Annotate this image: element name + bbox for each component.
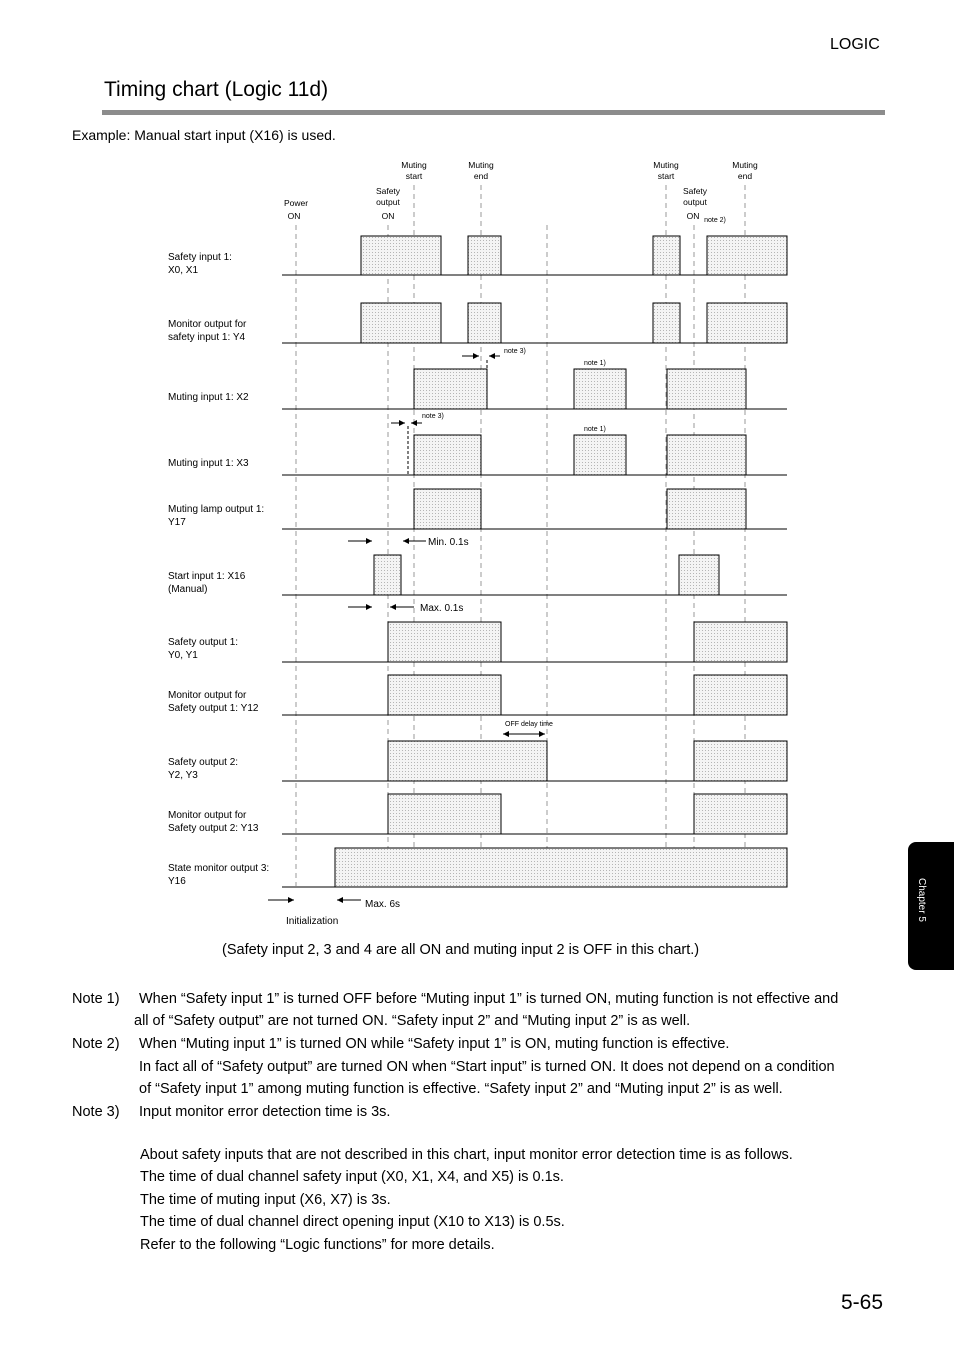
pulse-x3-c (667, 435, 746, 475)
marker-power-l1: Power (283, 198, 309, 208)
marker-safety-on-l2: output (376, 197, 400, 207)
pulse-y12-b (694, 675, 787, 715)
pulse-y4-d (707, 303, 787, 343)
signal-label-1-l2: safety input 1: Y4 (168, 332, 246, 343)
pulse-si1-c (653, 236, 680, 275)
pulse-y12-a (388, 675, 501, 715)
pulse-x16-b (679, 555, 719, 595)
signal-label-3-l1: Muting input 1: X3 (168, 458, 249, 469)
signal-label-2-l1: Muting input 1: X2 (168, 392, 249, 403)
note-3-line-1: Input monitor error detection time is 3s. (139, 1104, 391, 1120)
top-marker-labels (284, 160, 758, 224)
signal-label-4-l2: Y17 (168, 517, 186, 528)
pulse-x2-a (414, 369, 487, 409)
marker-safety-on2-l2: output (683, 197, 707, 207)
off-delay-label: OFF delay time (505, 721, 553, 728)
marker-safety-on2-l1: Safety (682, 186, 708, 196)
pulse-x3-a (414, 435, 481, 475)
signal-label-8-l1: Safety output 2: (168, 757, 239, 768)
chart-caption: (Safety input 2, 3 and 4 are all ON and muting input 2 is OFF in this chart.) (222, 942, 700, 958)
note-2-line-3: of “Safety input 1” among muting function is effective. “Safety input 2” and “Muting input 2” is as well. (139, 1081, 783, 1097)
signal-label-9-l2: Safety output 2: Y13 (168, 823, 259, 834)
marker-muting-start-l2: start (405, 171, 423, 181)
pulse-y17-b (667, 489, 746, 529)
max-label: Max. 0.1s (420, 603, 464, 614)
init-label: Initialization (286, 916, 339, 927)
page-number: 5-65 (841, 1291, 884, 1314)
signal-label-0-l2: X0, X1 (168, 265, 199, 276)
note-3-label: Note 3) (72, 1104, 120, 1120)
pulse-y4-c (653, 303, 680, 343)
signal-label-5-l1: Start input 1: X16 (168, 571, 246, 582)
marker-muting-end2-l1: Muting (732, 160, 758, 170)
pulse-x2-b (574, 369, 626, 409)
pulse-so1-a (388, 622, 501, 662)
note-1-line-2: all of “Safety output” are not turned ON. “Safety input 2” and “Muting input 2” is as well. (134, 1013, 691, 1029)
note-2-cont-1 (139, 1056, 835, 1078)
note-2-cont-2 (139, 1078, 783, 1100)
signal-label-6-l2: Y0, Y1 (168, 650, 198, 661)
pulse-si1-b (468, 236, 501, 275)
pulse-y4-a (361, 303, 441, 343)
marker-muting-start2-l2: start (657, 171, 675, 181)
pulse-y4-b (468, 303, 501, 343)
note3-label-a: note 3) (504, 348, 526, 355)
signal-labels (168, 252, 269, 887)
signal-label-0-l1: Safety input 1: (168, 252, 232, 263)
pulse-y16 (335, 848, 787, 887)
pulse-si1-d (707, 236, 787, 275)
note2-label: note 2) (704, 217, 726, 224)
pulse-si1-a (361, 236, 441, 275)
detail-line-4: The time of dual channel direct opening input (X10 to X13) is 0.5s. (140, 1214, 565, 1230)
marker-muting-end-l2: end (473, 171, 489, 181)
marker-muting-end-l1: Muting (468, 160, 494, 170)
pulse-so2-b (694, 741, 787, 781)
signal-label-6-l1: Safety output 1: (168, 637, 239, 648)
note3-label-b: note 3) (422, 413, 444, 420)
signal-label-7-l2: Safety output 1: Y12 (168, 703, 259, 714)
chapter-tab-label: Chapter 5 (916, 878, 927, 922)
example-line: Example: Manual start input (X16) is used. (72, 127, 336, 143)
max6-label: Max. 6s (365, 899, 401, 910)
signal-label-9-l1: Monitor output for (168, 810, 247, 821)
marker-muting-start2-l1: Muting (653, 160, 679, 170)
note1-label-a: note 1) (584, 360, 606, 367)
note1-label-b: note 1) (584, 426, 606, 433)
page-title: Timing chart (Logic 11d) (104, 78, 329, 101)
signal-label-10-l2: Y16 (168, 876, 186, 887)
detail-line-3: The time of muting input (X6, X7) is 3s. (140, 1192, 391, 1208)
detail-line-5: Refer to the following “Logic functions” for more details. (140, 1237, 495, 1253)
min-label: Min. 0.1s (428, 537, 469, 548)
pulse-so1-b (694, 622, 787, 662)
marker-safety-on-l3: ON (381, 211, 395, 221)
signal-label-5-l2: (Manual) (168, 584, 208, 595)
signal-label-7-l1: Monitor output for (168, 690, 247, 701)
pulse-x2-c (667, 369, 746, 409)
pulse-y17-a (414, 489, 481, 529)
chapter-tab[interactable] (908, 842, 954, 970)
marker-power-l2: ON (287, 211, 301, 221)
pulse-y13-b (694, 794, 787, 834)
note-1-cont (134, 1010, 690, 1032)
signal-label-1-l1: Monitor output for (168, 319, 247, 330)
section-label: LOGIC (830, 36, 880, 53)
note-2-line-2: In fact all of “Safety output” are turned ON when “Start input” is turned ON. It does not depend on a condition (139, 1059, 835, 1075)
marker-safety-on2-l3: ON (686, 211, 700, 221)
signal-label-10-l1: State monitor output 3: (168, 863, 270, 874)
note-1-label: Note 1) (72, 991, 120, 1007)
signal-label-8-l2: Y2, Y3 (168, 770, 198, 781)
marker-muting-start-l1: Muting (401, 160, 427, 170)
pulse-so2-a (388, 741, 547, 781)
note-2-label: Note 2) (72, 1036, 120, 1052)
note-2-line-1: When “Muting input 1” is turned ON while “Safety input 1” is ON, muting function is effective. (139, 1036, 730, 1052)
detail-line-2: The time of dual channel safety input (X0, X1, X4, and X5) is 0.1s. (140, 1169, 564, 1185)
pulse-y13-a (388, 794, 501, 834)
note-1-line-1: When “Safety input 1” is turned OFF before “Muting input 1” is turned ON, muting function is not effective and (139, 991, 839, 1007)
signal-label-4-l1: Muting lamp output 1: (168, 504, 265, 515)
detail-line-1: About safety inputs that are not described in this chart, input monitor error detection time is as follows. (140, 1147, 793, 1163)
marker-muting-end2-l2: end (737, 171, 753, 181)
pulses (335, 236, 787, 887)
pulse-x16-a (374, 555, 401, 595)
pulse-x3-b (574, 435, 626, 475)
marker-safety-on-l1: Safety (375, 186, 401, 196)
